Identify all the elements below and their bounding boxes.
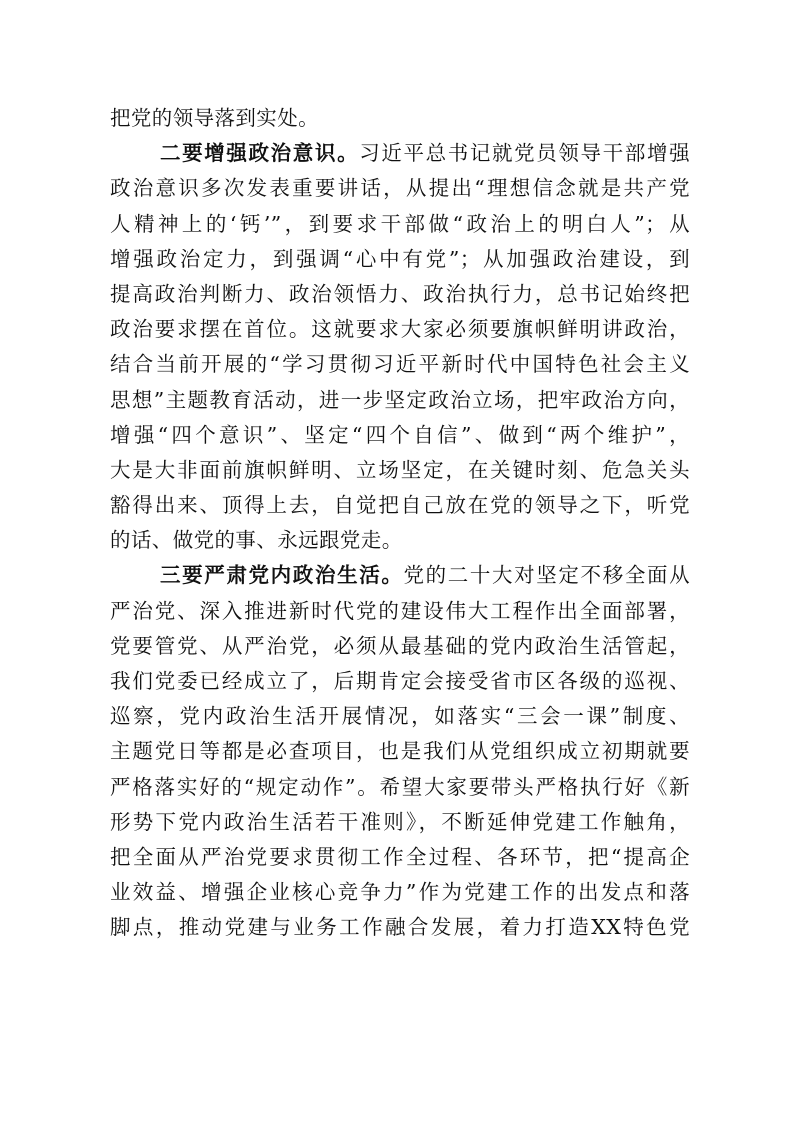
paragraph-line: 的话、做党的事、永远跟党走。: [110, 528, 403, 553]
paragraph-heading: 二要增强政治意识。: [160, 141, 360, 166]
paragraph-line: 增强政治定力，到强调“心中有党”；从加强政治建设，到: [110, 246, 690, 271]
paragraph-line: 我们党委已经成立了，后期肯定会接受省市区各级的巡视、: [110, 669, 690, 693]
paragraph-line: 政治要求摆在首位。这就要求大家必须要旗帜鲜明讲政治，: [110, 317, 690, 342]
paragraph-line: 党要管党、从严治党，必须从最基础的党内政治生活管起，: [110, 633, 690, 658]
paragraph-line: 思想”主题教育活动，进一步坚定政治立场，把牢政治方向，: [110, 387, 690, 412]
paragraph-line: 严治党、深入推进新时代党的建设伟大工程作出全面部署，: [110, 598, 690, 623]
body-text: [110, 101, 690, 946]
paragraph-heading-line: 三要严肃党内政治生活。党的二十大对坚定不移全面从: [160, 563, 690, 588]
paragraph-line: 业效益、增强企业核心竞争力”作为党建工作的出发点和落: [110, 880, 690, 905]
paragraph-heading: 三要严肃党内政治生活。: [160, 563, 404, 588]
paragraph-line: 严格落实好的“规定动作”。希望大家要带头严格执行好《新: [110, 774, 690, 799]
paragraph-line: 巡察，党内政治生活开展情况，如落实“三会一课”制度、: [110, 704, 690, 729]
paragraph-line: 结合当前开展的“学习贯彻习近平新时代中国特色社会主义: [110, 352, 690, 377]
paragraph-line: 把党的领导落到实处。: [110, 106, 319, 130]
paragraph-line: 主题党日等都是必查项目，也是我们从党组织成立初期就要: [110, 739, 690, 764]
paragraph-line: 增强“四个意识”、坚定“四个自信”、做到“两个维护”，: [110, 422, 690, 447]
paragraph-heading-line: 二要增强政治意识。习近平总书记就党员领导干部增强: [160, 141, 690, 166]
paragraph-line: 人精神上的‘钙’”，到要求干部做“政治上的明白人”；从: [110, 211, 690, 236]
paragraph-line: 政治意识多次发表重要讲话，从提出“理想信念就是共产党: [110, 176, 690, 201]
paragraph-line: 形势下党内政治生活若干准则》，不断延伸党建工作触角，: [110, 809, 690, 834]
paragraph-line: 大是大非面前旗帜鲜明、立场坚定，在关键时刻、危急关头: [110, 457, 690, 482]
paragraph-line: 脚点，推动党建与业务工作融合发展，着力打造XX特色党: [110, 915, 690, 940]
paragraph-line: 提高政治判断力、政治领悟力、政治执行力，总书记始终把: [110, 281, 690, 306]
paragraph-line: 豁得出来、顶得上去，自觉把自己放在党的领导之下，听党: [110, 493, 690, 518]
paragraph-line: 把全面从严治党要求贯彻工作全过程、各环节，把“提高企: [110, 844, 690, 869]
